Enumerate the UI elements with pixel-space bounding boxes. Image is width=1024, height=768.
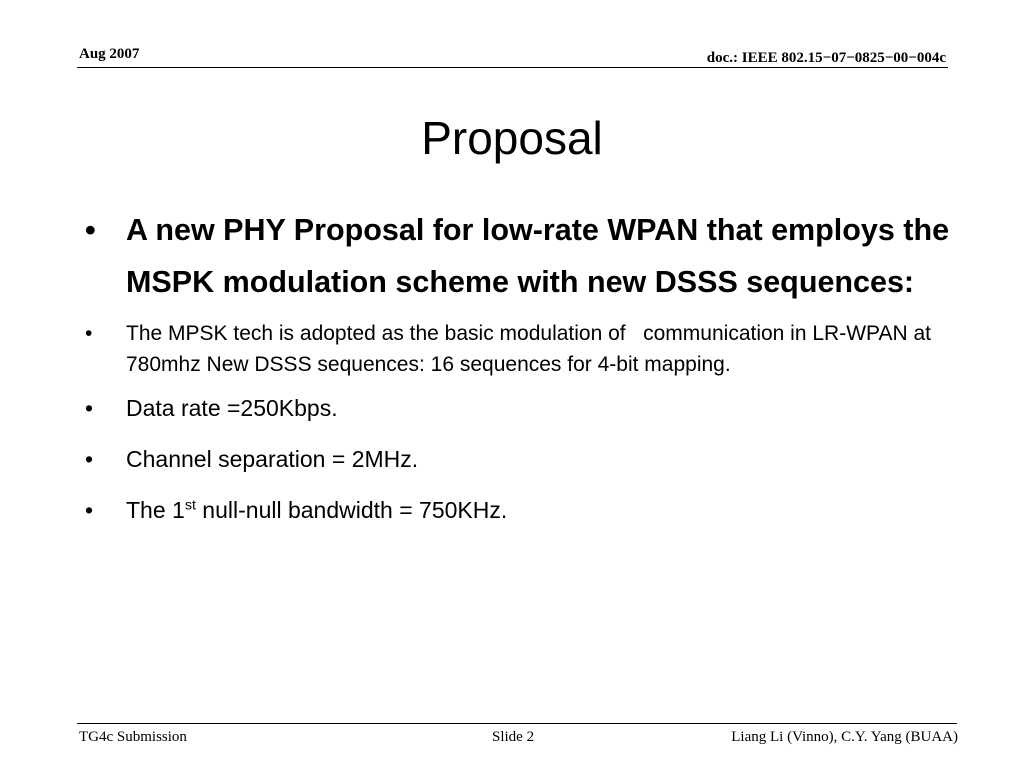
bullet-list [85, 204, 965, 546]
bullet-glyph: • [85, 497, 94, 523]
footer-slide-number: Slide 2 [492, 729, 535, 745]
footer-submission: TG4c Submission [79, 729, 187, 745]
bullet-text: Channel separation = 2MHz. [126, 446, 419, 472]
bullet-glyph: • [85, 395, 94, 421]
footer-authors: Liang Li (Vinno), C.Y. Yang (BUAA) [731, 729, 958, 745]
bullet-item [85, 204, 965, 308]
bullet-item [85, 318, 965, 380]
bullet-text-post: null-null bandwidth = 750KHz. [195, 497, 508, 523]
bullet-item [85, 393, 965, 424]
bullet-text [126, 495, 965, 526]
bullet-item [85, 495, 965, 526]
bullet-glyph: • [85, 446, 94, 472]
bullet-text: The MPSK tech is adopted as the basic modulation of communication in LR-WPAN at 780mhz New DSSS sequences: 16 sequences for 4-bit mapping. [126, 322, 937, 376]
bullet-glyph: • [85, 322, 93, 345]
superscript: st [184, 497, 196, 514]
slide-title: Proposal [421, 112, 603, 164]
header-divider [77, 67, 948, 68]
footer-divider [77, 723, 957, 724]
header-date: Aug 2007 [79, 46, 140, 62]
bullet-text: A new PHY Proposal for low-rate WPAN that employs the MSPK modulation scheme with new DSSS sequences: [126, 213, 950, 299]
bullet-text-pre: The 1 [126, 497, 185, 523]
header-doc-id: doc.: IEEE 802.15−07−0825−00−004c [706, 50, 946, 66]
bullet-item [85, 444, 965, 475]
bullet-glyph: • [85, 213, 96, 247]
bullet-text: Data rate =250Kbps. [126, 395, 338, 421]
